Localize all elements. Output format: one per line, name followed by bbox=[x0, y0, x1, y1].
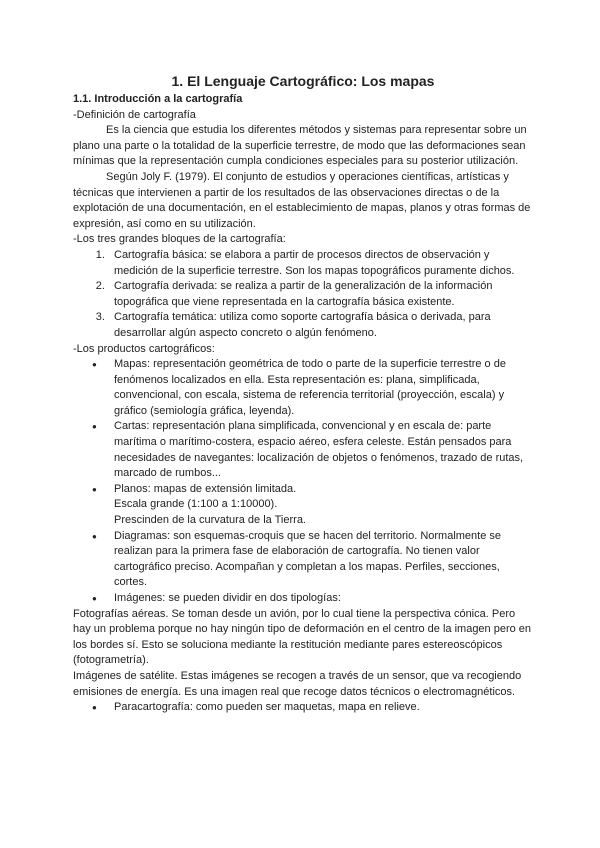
list-item-paracartografia: ● Paracartografía: como pueden ser maquetas, mapa en relieve. bbox=[108, 700, 533, 716]
list-item: 1. Cartografía básica: se elabora a partir de procesos directos de observación y medición de la superficie terrestre. Son los mapas topográficos puramente dichos. bbox=[108, 248, 533, 279]
list-item-planos bbox=[108, 482, 533, 529]
joly-paragraph: Según Joly F. (1979). El conjunto de estudios y operaciones científicas, artísticas y técnicas que intervienen a partir de los resultados de las observaciones directas o de la explotación de una documentación, en el establecimiento de mapas, planos y otras formas de expresión, así como en su utilización. bbox=[73, 170, 531, 230]
products-list bbox=[73, 357, 533, 607]
section-heading: 1.1. Introducción a la cartografía bbox=[73, 93, 243, 105]
document-page bbox=[73, 72, 533, 716]
blocks-list bbox=[73, 248, 533, 342]
paracartografia-list bbox=[73, 700, 533, 716]
list-item-imagenes: ● Imágenes: se pueden dividir en dos tipologías: bbox=[108, 591, 533, 607]
list-item: 2. Cartografía derivada: se realiza a partir de la generalización de la información topográfica que viene representada en la cartografía básica existente. bbox=[108, 279, 533, 310]
definition-label: -Definición de cartografía bbox=[73, 108, 196, 121]
fotografias-paragraph: Fotografías aéreas. Se toman desde un avión, por lo cual tiene la perspectiva cónica. Pero hay un problema porque no hay ningún tipo de deformación en el centro de la imagen pero en los bordes sí. Esto se soluciona mediante la restitución mediante pares estereoscópicos (fotogrametría). bbox=[73, 607, 532, 667]
planos-line: ● Planos: mapas de extensión limitada. bbox=[114, 482, 297, 495]
page-title: 1. El Lenguaje Cartográfico: Los mapas bbox=[171, 73, 435, 89]
planos-line: Escala grande (1:100 a 1:10000). bbox=[114, 498, 278, 511]
list-item-cartas: ● Cartas: representación plana simplificada, convencional y en escala de: parte marítima o marítimo-costera, espacio aéreo, esfera celeste. Están pensados para necesidades de navegantes: localización de objetos o fenómenos, trazado de rutas, marcado de rumbos... bbox=[108, 419, 533, 481]
list-item: 3. Cartografía temática: utiliza como soporte cartografía básica o derivada, para desarrollar algún aspecto concreto o algún fenómeno. bbox=[108, 310, 533, 341]
blocks-label: -Los tres grandes bloques de la cartografía: bbox=[73, 233, 286, 246]
products-label: -Los productos cartográficos: bbox=[73, 342, 215, 355]
list-item-mapas: ● Mapas: representación geométrica de todo o parte de la superficie terrestre o de fenómenos localizados en ella. Esta representación es: plana, simplificada, convencional, con escala, sistema de referencia territorial (proyección, escala) y gráfico (semiología gráfica, leyenda). bbox=[108, 357, 533, 419]
list-item-diagramas: ● Diagramas: son esquemas-croquis que se hacen del territorio. Normalmente se realizan para la primera fase de elaboración de cartografía. No tienen valor cartográfico preciso. Acompañan y completan a los mapas. Perfiles, secciones, cortes. bbox=[108, 529, 533, 591]
satelite-paragraph: Imágenes de satélite. Estas imágenes se recogen a través de un sensor, que va recogiendo emisiones de energía. Es una imagen real que recoge datos técnicos o electromagnéticos. bbox=[73, 669, 522, 698]
planos-line: Prescinden de la curvatura de la Tierra. bbox=[114, 514, 306, 527]
definition-paragraph: Es la ciencia que estudia los diferentes métodos y sistemas para representar sobre un plano una parte o la totalidad de la superficie terrestre, de modo que las deformaciones sean mínimas que la representación cumpla condiciones especiales para su posterior utilización. bbox=[73, 124, 527, 168]
